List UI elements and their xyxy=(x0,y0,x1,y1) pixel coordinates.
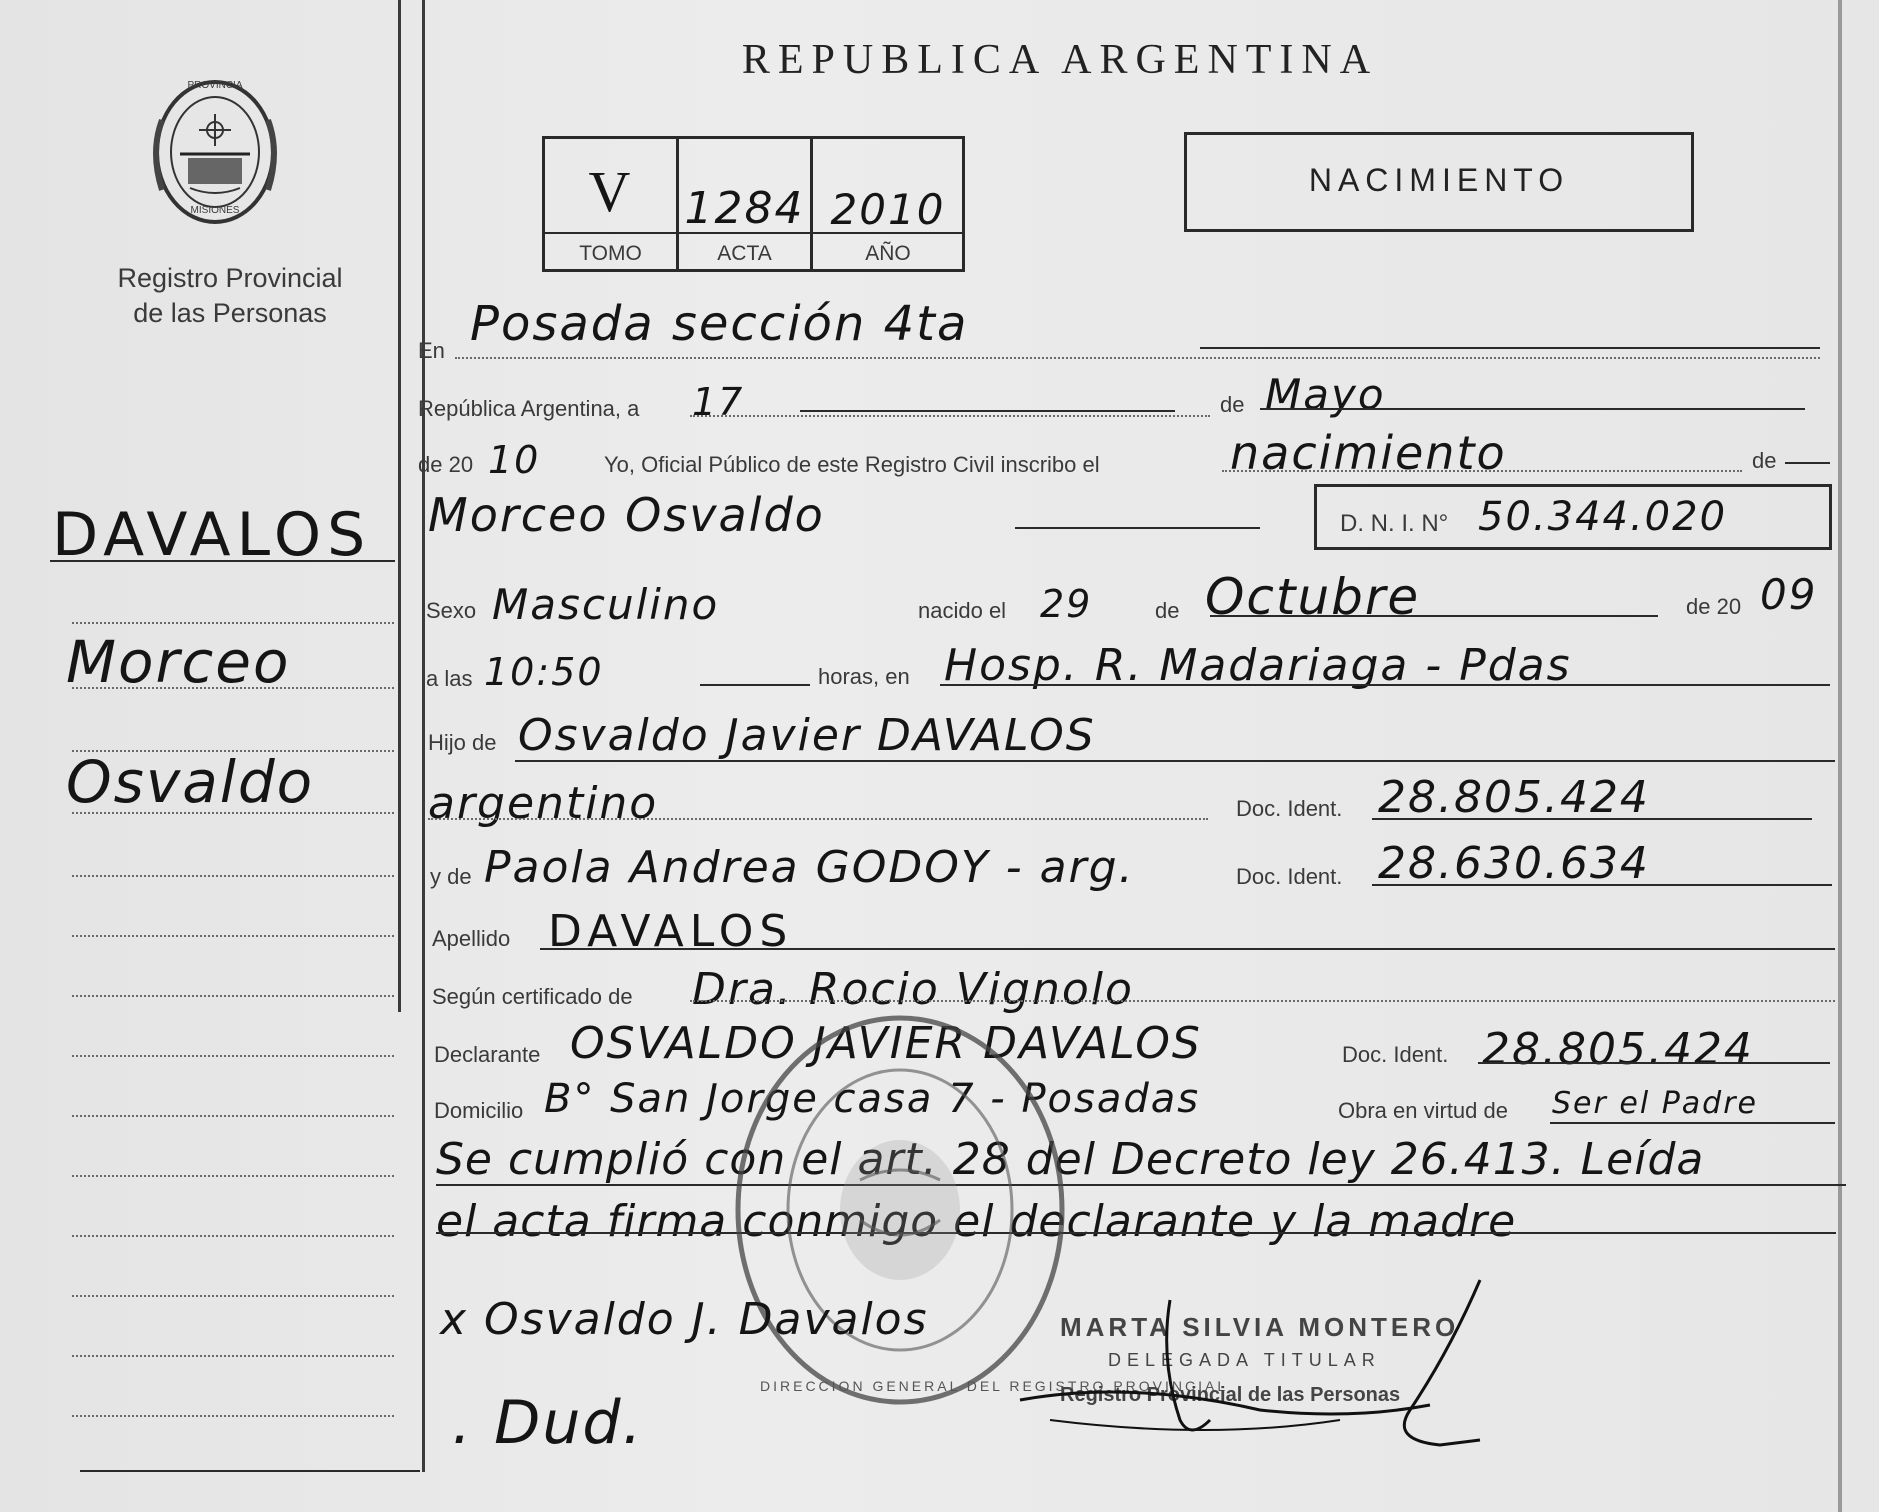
father-doc-label: Doc. Ident. xyxy=(1236,796,1343,821)
margin-line xyxy=(72,1355,394,1357)
birth-month-line xyxy=(1210,615,1658,617)
birth-month: Octubre xyxy=(1205,568,1421,626)
seal-text-top: PROVINCIA xyxy=(187,80,243,91)
birth-day: 29 xyxy=(1040,582,1093,626)
mother-doc: 28.630.634 xyxy=(1378,838,1650,889)
father-name: Osvaldo Javier DAVALOS xyxy=(518,710,1096,761)
inscribo-line xyxy=(1222,470,1742,472)
note-line-2-rule xyxy=(436,1232,1836,1234)
margin-line xyxy=(72,1055,394,1057)
father-doc-line xyxy=(1372,818,1812,820)
mother-name: Paola Andrea GODOY - arg. xyxy=(484,842,1135,893)
horas-label: horas, en xyxy=(818,664,910,689)
margin-line xyxy=(72,1295,394,1297)
de-label-row3: de xyxy=(1752,448,1777,473)
apellido-value: DAVALOS xyxy=(548,906,794,957)
declarante-doc: 28.805.424 xyxy=(1482,1024,1754,1075)
apellido-label: Apellido xyxy=(432,926,511,951)
margin-line xyxy=(72,1115,394,1117)
father-nationality: argentino xyxy=(428,778,659,829)
a-las-label: a las xyxy=(426,666,473,691)
nacido-label: nacido el xyxy=(918,598,1007,623)
year-value: 10 xyxy=(488,438,541,482)
obra-line xyxy=(1550,1122,1835,1124)
place-line xyxy=(940,684,1830,686)
en-line xyxy=(1200,347,1820,349)
dni-value: 50.344.020 xyxy=(1478,494,1728,540)
official-org: Registro Provincial de las Personas xyxy=(1060,1384,1401,1406)
declarante-doc-line xyxy=(1478,1062,1830,1064)
domicilio-value: B° San Jorge casa 7 - Posadas xyxy=(544,1076,1201,1122)
en-label: En xyxy=(418,338,445,363)
row3-end-line xyxy=(1785,462,1830,464)
registry-name-line2: de las Personas xyxy=(133,298,327,328)
mother-signature: . Dud. xyxy=(452,1388,644,1458)
day-line-solid xyxy=(800,410,1175,412)
margin-surname: DAVALOS xyxy=(52,500,372,570)
hour-value: 10:50 xyxy=(484,650,604,694)
official-title: DELEGADA TITULAR xyxy=(1108,1350,1381,1370)
mother-doc-label: Doc. Ident. xyxy=(1236,864,1343,889)
margin-line xyxy=(72,1175,394,1177)
month-de-label: de xyxy=(1220,392,1245,417)
registry-name-line1: Registro Provincial xyxy=(117,263,343,293)
country-title: REPUBLICA ARGENTINA xyxy=(741,37,1379,83)
sexo-value: Masculino xyxy=(492,580,720,629)
yo-label: Yo, Oficial Público de este Registro Civil inscribo el xyxy=(604,452,1100,477)
ano-label: AÑO xyxy=(865,242,911,265)
declarante-label: Declarante xyxy=(434,1042,541,1067)
margin-line xyxy=(72,622,394,624)
margin-line xyxy=(72,875,394,877)
dni-label: D. N. I. N° xyxy=(1340,510,1449,537)
month-value: Mayo xyxy=(1265,370,1386,419)
official-signature-icon xyxy=(1010,1270,1490,1460)
tomo-value: V xyxy=(588,159,633,224)
official-name: MARTA SILVIA MONTERO xyxy=(1060,1312,1460,1342)
margin-bottom-line xyxy=(80,1470,420,1472)
declarante-doc-label: Doc. Ident. xyxy=(1342,1042,1449,1067)
round-stamp-text: DIRECCION GENERAL DEL REGISTRO PROVINCIAL xyxy=(760,1378,1229,1394)
tomo-label: TOMO xyxy=(579,242,642,265)
margin-line xyxy=(72,1415,394,1417)
en-value: Posada sección 4ta xyxy=(470,296,969,352)
birth-place: Hosp. R. Madariaga - Pdas xyxy=(944,640,1572,691)
acta-value: 1284 xyxy=(684,183,805,234)
birth-year: 09 xyxy=(1760,570,1818,619)
hijo-label: Hijo de xyxy=(428,730,497,755)
father-doc: 28.805.424 xyxy=(1378,772,1650,823)
domicilio-label: Domicilio xyxy=(434,1098,524,1123)
segun-label: Según certificado de xyxy=(432,984,633,1009)
margin-line xyxy=(72,995,394,997)
page-edge xyxy=(1838,0,1842,1512)
child-name-line xyxy=(1015,527,1260,529)
birth-year-prefix: de 20 xyxy=(1686,594,1742,619)
year-prefix: de 20 xyxy=(418,452,474,477)
margin-rule-left xyxy=(398,0,401,1012)
record-type: NACIMIENTO xyxy=(1308,162,1570,198)
sexo-label: Sexo xyxy=(426,598,477,623)
declarante-value: OSVALDO JAVIER DAVALOS xyxy=(570,1018,1202,1069)
hour-line xyxy=(700,684,810,686)
father-line xyxy=(515,760,1835,762)
note-line-1-rule xyxy=(436,1184,1846,1186)
seal-text-bottom: MISIONES xyxy=(190,205,240,216)
month-line xyxy=(1260,408,1805,410)
declarant-signature: x Osvaldo J. Davalos xyxy=(440,1294,929,1345)
birth-de-label: de xyxy=(1155,598,1180,623)
apellido-line xyxy=(540,948,1835,950)
day-value: 17 xyxy=(692,380,745,424)
nationality-line xyxy=(428,818,1208,820)
child-name: Morceo Osvaldo xyxy=(428,488,825,542)
note-line-2: el acta firma conmigo el declarante y la madre xyxy=(436,1196,1517,1247)
note-line-1: Se cumplió con el art. 28 del Decreto ley 26.413. Leída xyxy=(436,1134,1705,1185)
y-de-label: y de xyxy=(430,864,472,889)
margin-rule-right xyxy=(422,0,425,1472)
obra-label: Obra en virtud de xyxy=(1338,1098,1508,1123)
en-line-dots xyxy=(455,357,1820,359)
republica-label: República Argentina, a xyxy=(418,396,640,421)
segun-line xyxy=(690,1000,1835,1002)
mother-doc-line xyxy=(1372,884,1832,886)
margin-line xyxy=(72,935,394,937)
inscribo-value: nacimiento xyxy=(1230,426,1507,480)
margin-line xyxy=(72,1235,394,1237)
obra-value: Ser el Padre xyxy=(1552,1086,1759,1121)
acta-label: ACTA xyxy=(717,242,772,265)
ano-value: 2010 xyxy=(830,185,946,234)
margin-name-2: Osvaldo xyxy=(66,748,315,816)
day-line xyxy=(690,415,1210,417)
segun-value: Dra. Rocio Vignolo xyxy=(692,964,1134,1015)
margin-name-1: Morceo xyxy=(66,628,291,696)
